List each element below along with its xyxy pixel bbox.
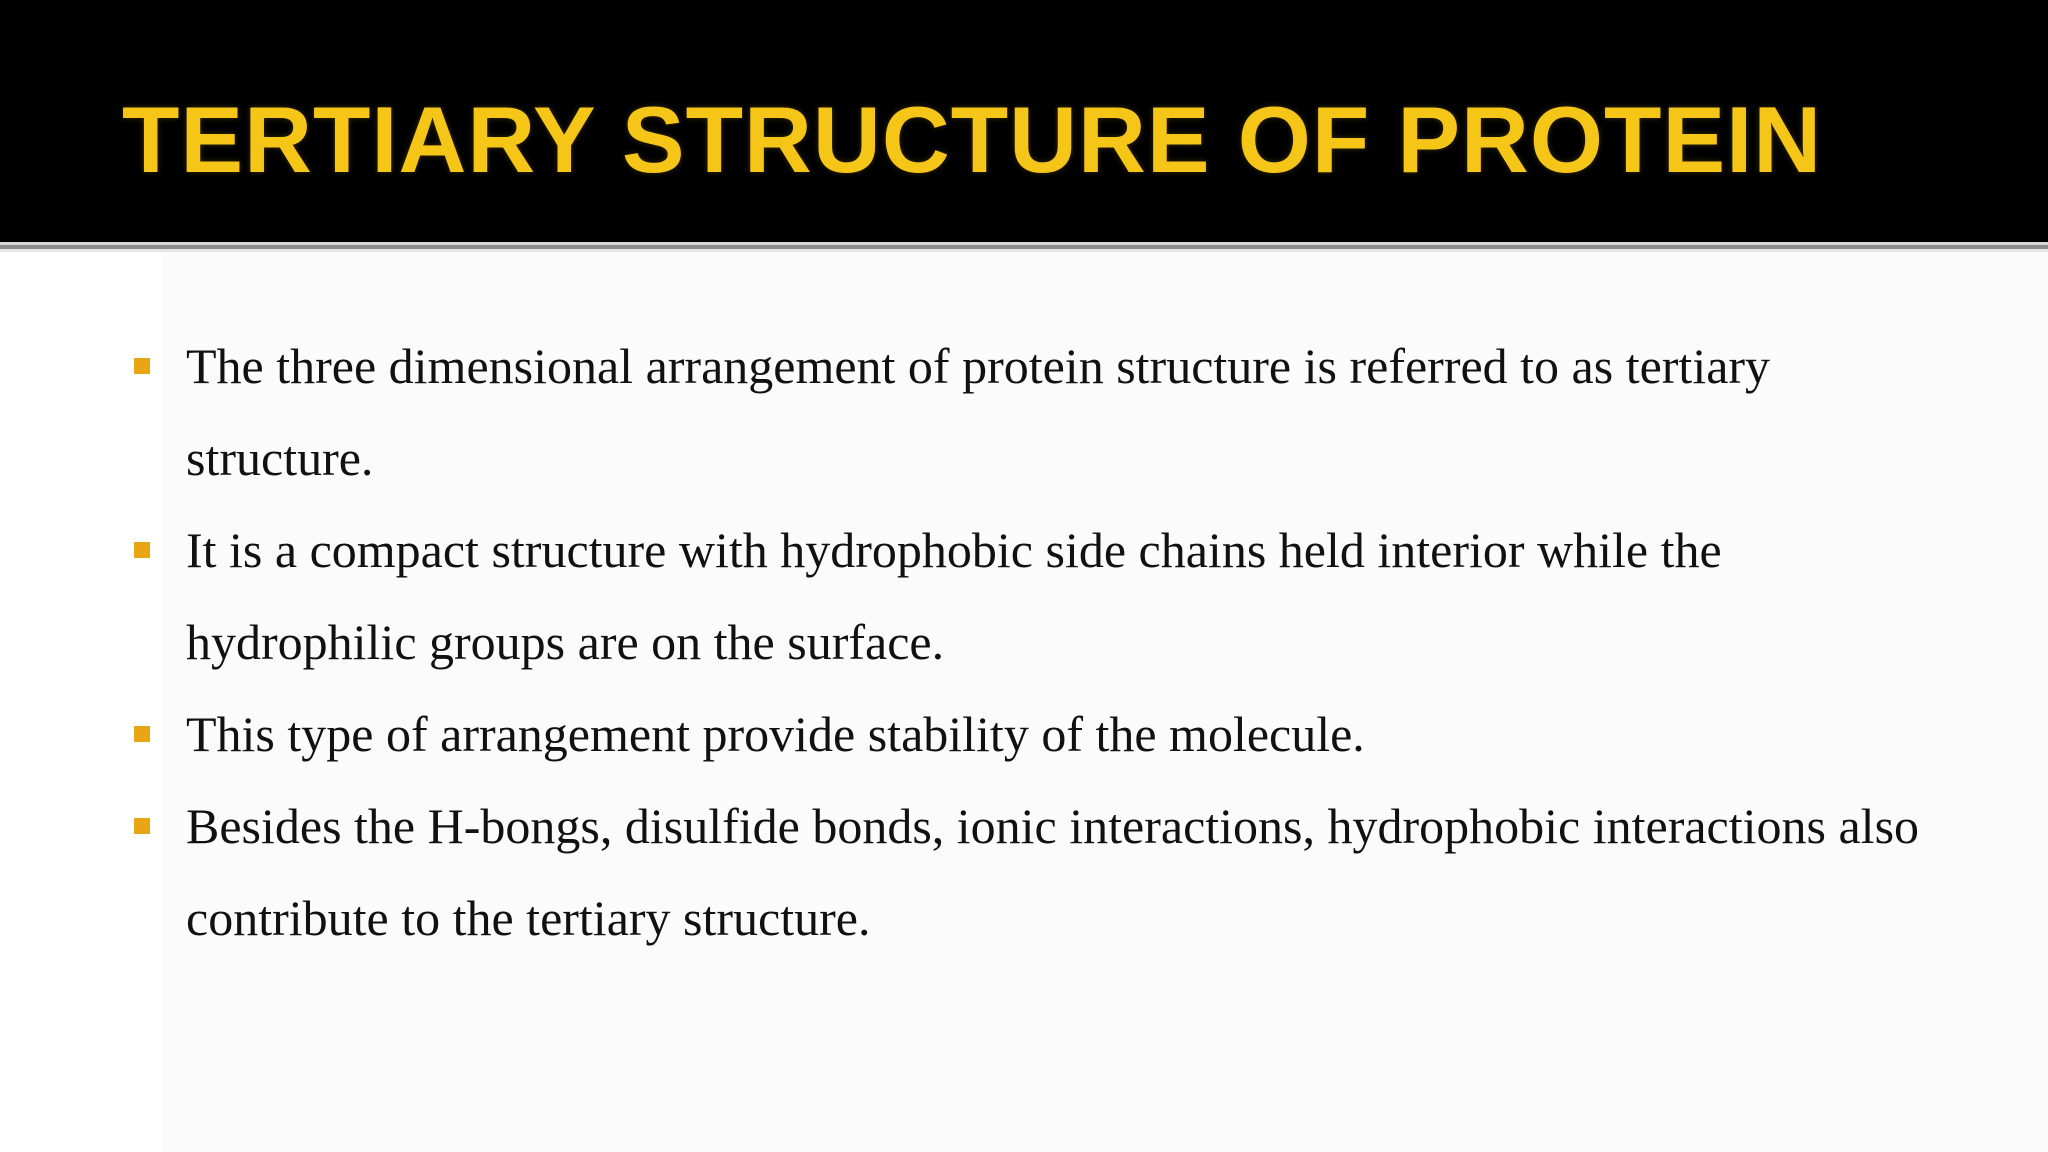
bullet-item [0, 780, 2048, 964]
title-bar [0, 0, 2048, 242]
bullet-list [0, 320, 2048, 964]
bullet-text: Besides the H-bongs, disulfide bonds, ionic interactions, hydrophobic interactions also contribute to the tertiary structure. [186, 798, 1920, 946]
square-bullet-icon [134, 542, 150, 558]
slide-title: TERTIARY STRUCTURE OF PROTEIN [122, 87, 1823, 192]
bullet-item [0, 688, 2048, 780]
bullet-text: It is a compact structure with hydrophobic side chains held interior while the hydrophilic groups are on the surface. [186, 522, 1722, 670]
square-bullet-icon [134, 726, 150, 742]
bullet-item [0, 504, 2048, 688]
bullet-text: The three dimensional arrangement of protein structure is referred to as tertiary structure. [186, 338, 1771, 486]
square-bullet-icon [134, 358, 150, 374]
bullet-text: This type of arrangement provide stability of the molecule. [186, 706, 1365, 762]
bullet-item [0, 320, 2048, 504]
square-bullet-icon [134, 818, 150, 834]
